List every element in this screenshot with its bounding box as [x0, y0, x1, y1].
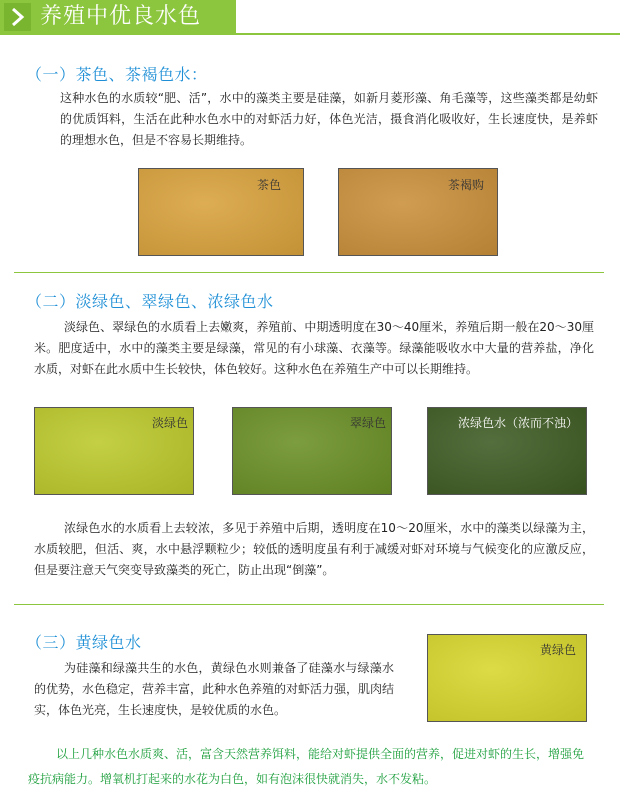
chevron-right-icon: [4, 3, 31, 31]
section-text: 这种水色的水质较“肥、活”，水中的藻类主要是硅藻，如新月菱形藻、角毛藻等，这些藻类都是幼虾的优质饵料，生活在此种水色水中的对虾活力好，体色光洁，摄食消化吸收好，生长速度快，是养虾的理想水色，但是不容易长期维持。: [60, 91, 598, 147]
swatch-label: 浓绿色水（浓而不浊）: [458, 416, 579, 430]
swatch-label: 翠绿色: [350, 416, 387, 430]
section-title-tea-color: （一）茶色、茶褐色水：: [26, 65, 208, 84]
page-title: 养殖中优良水色: [40, 4, 202, 29]
section-paragraph-yellow-green: [34, 658, 394, 721]
summary-paragraph: 以上几种水色水质爽、活，富含天然营养饵料，能给对虾提供全面的营养，促进对虾的生长，增强免疫抗病能力。增氧机打起来的水花为白色，如有泡沫很快就消失，水不发粘。: [28, 747, 585, 786]
section-paragraph-green-color: [34, 317, 594, 380]
section-divider: [14, 272, 604, 273]
swatch-label: 茶色: [257, 178, 282, 192]
section-paragraph-dark-green: [34, 518, 594, 581]
swatch-label: 黄绿色: [540, 643, 577, 657]
swatch-label: 淡绿色: [152, 416, 189, 430]
section-text: 淡绿色、翠绿色的水质看上去嫩爽，养殖前、中期透明度在30～40厘米，养殖后期一般在20～30厘米。肥度适中，水中的藻类主要是绿藻，常见的有小球藻、衣藻等。绿藻能吸收水中大量的营养盐，净化水质，对虾在此水质中生长较快，体色较好。这种水色在养殖生产中可以长期维持。: [34, 320, 594, 376]
swatch-label: 茶褐购: [448, 178, 485, 192]
page-header: [0, 0, 620, 34]
section-text: 浓绿色水的水质看上去较浓，多见于养殖中后期，透明度在10～20厘米，水中的藻类以绿藻为主，水质较肥，但活、爽，水中悬浮颗粒少；较低的透明度虽有利于减缓对虾对环境与气候变化的应激反应，但是要注意天气突变导致藻类的死亡，防止出现“倒藻”。: [34, 521, 594, 577]
header-divider: [0, 33, 620, 35]
section-title-green-color: （二）淡绿色、翠绿色、浓绿色水: [26, 292, 274, 311]
section-title-yellow-green: （三）黄绿色水: [26, 633, 142, 652]
summary-text: [28, 742, 588, 792]
section-text: 为硅藻和绿藻共生的水色，黄绿色水则兼备了硅藻水与绿藻水的优势，水色稳定，营养丰富，此种水色养殖的对虾活力强，肌肉结实，体色光亮，生长速度快，是较优质的水色。: [34, 661, 395, 717]
section-divider: [14, 604, 604, 605]
header-bar: [0, 0, 236, 34]
section-paragraph-tea-color: [60, 88, 598, 151]
